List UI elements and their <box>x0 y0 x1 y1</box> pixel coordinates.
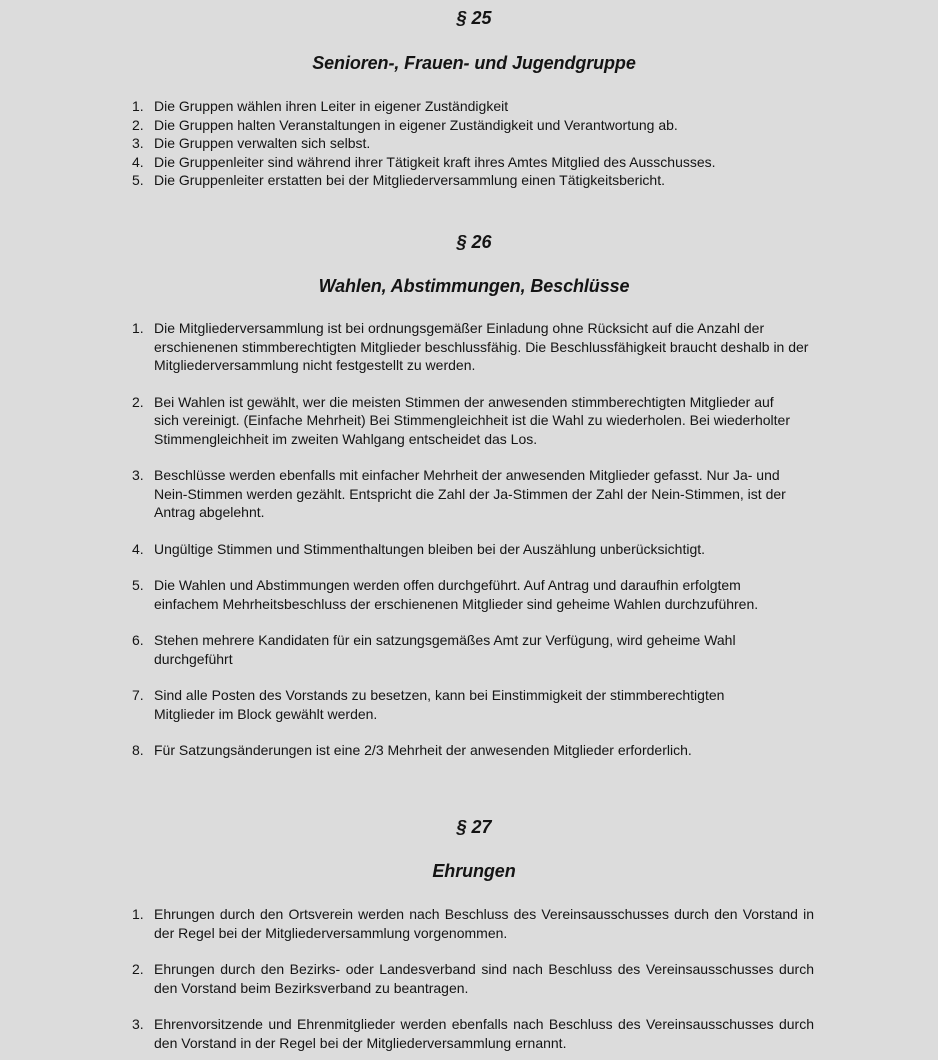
list-item <box>0 153 814 172</box>
list-item <box>0 466 804 522</box>
item-text: Die Wahlen und Abstimmungen werden offen durchgeführt. Auf Antrag und daraufhin erfolgtem einfachem Mehrheitsbeschluss der erschienenen Mitglieder sind geheime Wahlen durchzuführen. <box>154 577 759 612</box>
item-number: 8. <box>132 742 144 758</box>
item-text: Die Gruppen wählen ihren Leiter in eigener Zuständigkeit <box>154 98 509 114</box>
list-item <box>0 960 814 997</box>
section-25-list <box>0 97 814 190</box>
section-27-number: § 27 <box>456 817 492 837</box>
item-number: 3. <box>132 467 144 483</box>
list-item <box>0 393 802 449</box>
item-text: Ehrungen durch den Bezirks- oder Landesverband sind nach Beschluss des Vereinsausschusses durch den Vorstand beim Bezirksverband zu beantragen. <box>154 961 814 996</box>
list-item <box>0 631 754 668</box>
list-item <box>0 116 814 135</box>
item-text: Stehen mehrere Kandidaten für ein satzungsgemäßes Amt zur Verfügung, wird geheime Wahl durchgeführt <box>154 632 736 667</box>
list-item <box>0 686 774 723</box>
item-number: 2. <box>132 116 144 133</box>
list-item <box>0 905 814 942</box>
item-text: Die Mitgliederversammlung ist bei ordnungsgemäßer Einladung ohne Rücksicht auf die Anzahl der erschienenen stimmberechtigten Mitglieder beschlussfähig. Die Beschlussfähigkeit braucht deshalb in der Mitgliederversammlung nicht festgestellt zu werden. <box>154 320 809 373</box>
item-number: 7. <box>132 687 144 703</box>
item-text: Die Gruppenleiter sind während ihrer Tätigkeit kraft ihres Amtes Mitglied des Ausschusses. <box>154 153 716 170</box>
list-item <box>0 1015 814 1052</box>
section-25-number: § 25 <box>456 8 492 28</box>
item-text: Ehrenvorsitzende und Ehrenmitglieder werden ebenfalls nach Beschluss des Vereinsausschusses durch den Vorstand in der Regel bei der Mitgliederversammlung ernannt. <box>154 1016 814 1051</box>
item-text: Bei Wahlen ist gewählt, wer die meisten Stimmen der anwesenden stimmberechtigten Mitglieder auf sich vereinigt. (Einfache Mehrheit) Bei Stimmengleichheit ist die Wahl zu wiederholen. Bei wiederholter Stimmengleichheit im zweiten Wahlgang entscheidet das Los. <box>154 393 791 447</box>
item-text: Ehrungen durch den Ortsverein werden nach Beschluss des Vereinsausschusses durch den Vorstand in der Regel bei der Mitgliederversammlung vorgenommen. <box>154 906 814 941</box>
item-number: 5. <box>132 172 144 188</box>
item-text: Sind alle Posten des Vorstands zu besetzen, kann bei Einstimmigkeit der stimmberechtigten Mitglieder im Block gewählt werden. <box>154 687 725 722</box>
list-item <box>0 319 810 375</box>
item-number: 5. <box>132 577 144 593</box>
list-item <box>0 540 814 559</box>
item-text: Ungültige Stimmen und Stimmenthaltungen bleiben bei der Auszählung unberücksichtigt. <box>154 540 706 557</box>
list-item <box>0 134 814 153</box>
item-number: 4. <box>132 540 144 557</box>
list-item <box>0 97 814 116</box>
section-26-list <box>0 319 814 760</box>
item-number: 3. <box>132 1016 144 1032</box>
item-number: 3. <box>132 135 144 151</box>
item-text: Die Gruppen halten Veranstaltungen in eigener Zuständigkeit und Verantwortung ab. <box>154 116 678 133</box>
item-text: Für Satzungsänderungen ist eine 2/3 Mehrheit der anwesenden Mitglieder erforderlich. <box>154 742 692 758</box>
section-26-number: § 26 <box>456 232 492 252</box>
item-number: 2. <box>132 393 144 410</box>
list-item <box>0 576 766 613</box>
item-number: 2. <box>132 961 144 977</box>
item-number: 1. <box>132 98 144 114</box>
item-number: 4. <box>132 153 144 170</box>
item-number: 6. <box>132 632 144 648</box>
section-27-title: Ehrungen <box>432 861 516 881</box>
section-26-title: Wahlen, Abstimmungen, Beschlüsse <box>318 276 630 296</box>
section-25-title: Senioren-, Frauen- und Jugendgruppe <box>312 53 636 73</box>
list-item <box>0 741 814 760</box>
item-text: Die Gruppen verwalten sich selbst. <box>154 135 371 151</box>
item-text: Beschlüsse werden ebenfalls mit einfacher Mehrheit der anwesenden Mitglieder gefasst. Nur Ja- und Nein-Stimmen werden gezählt. Entspricht die Zahl der Ja-Stimmen der Zahl der Nein-Stimmen, ist der Antrag abgelehnt. <box>154 467 786 520</box>
item-number: 1. <box>132 320 144 336</box>
list-item <box>0 171 814 190</box>
section-27-list <box>0 905 814 1052</box>
item-text: Die Gruppenleiter erstatten bei der Mitgliederversammlung einen Tätigkeitsbericht. <box>154 172 665 188</box>
item-number: 1. <box>132 906 144 922</box>
